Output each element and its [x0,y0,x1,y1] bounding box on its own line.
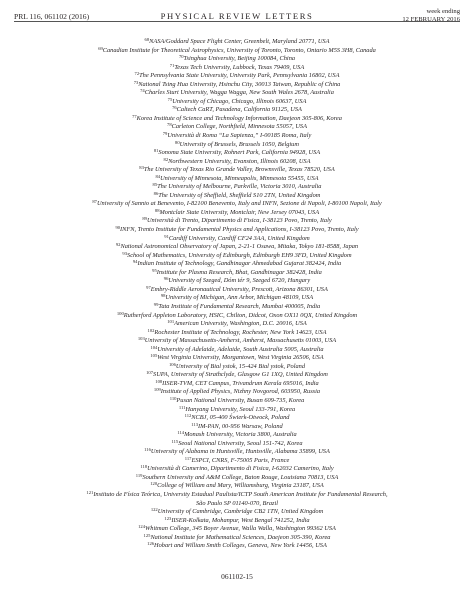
affiliation-number: 125 [143,532,151,538]
affiliation-number: 85 [152,182,158,188]
affiliation-text: Indian Institute of Technology, Gandhinagar Ahmedabad Gujarat 382424, India [137,260,342,268]
affiliation-text: University of Adelaide, Adelaide, South Australia 5005, Australia [157,345,324,353]
affiliation-line [10,406,464,415]
affiliation-text: Carleton College, Northfield, Minnesota 55057, USA [171,123,307,131]
affiliation-line [10,542,464,551]
header-rule [14,21,460,22]
affiliation-text: University of Minnesota, Minneapolis, Minnesota 55455, USA [160,174,319,182]
affiliation-text: Rutherford Appleton Laboratory, HSIC, Chilton, Didcot, Oxon OX11 0QX, United Kingdom [123,311,358,319]
affiliation-text: Instituto de Física Teórica, University Estadual Paulista/ICTP South American Institute for Fundamental Research, [93,490,388,498]
affiliation-text: Northwestern University, Evanston, Illinois 60208, USA [168,157,311,165]
affiliation-number: 72 [134,71,140,76]
affiliation-number: 73 [133,79,139,85]
affiliation-text: Cardiff University, Cardiff CF24 3AA, United Kingdom [168,234,310,242]
affiliation-text: Tata Institute of Fundamental Research, Mumbai 400005, India [158,302,321,310]
affiliation-text: University of Chicago, Chicago, Illinois 60637, USA [172,97,307,105]
affiliation-text: Università di Camerino, Dipartimento di Fisica, I-62032 Camerino, Italy [147,465,334,473]
affiliation-line [10,517,464,526]
affiliation-text: Caltech CaRT, Pasadena, California 91125, USA [176,106,302,114]
affiliation-number: 109 [153,387,161,393]
affiliation-text: Korea Institute of Science and Technology Information, Daejeon 305-806, Korea [136,114,342,122]
affiliation-line [10,491,464,500]
affiliation-text: Hobart and William Smith Colleges, Geneva, New York 14456, USA [154,542,327,550]
affiliation-line [10,47,464,56]
affiliation-text: University of Bial ystok, 15-424 Bial ystok, Poland [175,362,306,370]
affiliation-number: 79 [162,130,168,136]
affiliation-text: IISER-Kolkata, Mohanpur, West Bengal 741252, India [171,516,310,524]
affiliation-number: 87 [92,199,97,205]
affiliation-number: 101 [167,318,175,324]
affiliation-text: University of Alabama in Huntsville, Huntsville, Alabama 35899, USA [150,448,330,456]
affiliation-text: National Institute for Mathematical Sciences, Daejeon 305-390, Korea [150,533,331,541]
affiliation-line [10,440,464,449]
affiliation-line [10,226,464,235]
week-ending-date: 12 FEBRUARY 2016 [402,15,460,23]
affiliation-text: University of Cambridge, Cambridge CB2 1TN, United Kingdom [157,508,324,516]
affiliation-number: 116 [144,447,151,453]
affiliation-text: Institute of Applied Physics, Nizhny Novgorod, 603950, Russia [160,388,321,396]
affiliation-number: 120 [150,481,158,487]
affiliation-line [10,525,464,534]
affiliation-text: School of Mathematics, University of Edinburgh, Edinburgh EH9 3FD, United Kingdom [127,251,352,259]
affiliation-line [10,106,464,115]
affiliation-number: 90 [115,224,121,230]
affiliation-text: The University of Sheffield, Sheffield S10 2TN, United Kingdom [158,191,321,199]
affiliation-text: Università di Trento, Dipartimento di Fisica, I-38123 Povo, Trento, Italy [146,217,332,225]
affiliation-number: 100 [116,310,124,316]
affiliation-number: 105 [150,353,158,359]
affiliation-line [10,64,464,73]
affiliation-line [10,166,464,175]
affiliation-line [10,260,464,269]
affiliation-line [10,175,464,184]
affiliation-number: 84 [155,173,161,179]
affiliation-list [10,38,464,551]
affiliation-line [10,72,464,81]
affiliation-number: 94 [132,259,138,265]
affiliation-number: 104 [150,344,158,350]
affiliation-number: 86 [153,190,159,196]
affiliation-number: 89 [142,216,147,222]
affiliation-number: 122 [150,506,158,512]
affiliation-text: NCBJ, 05-400 Świerk-Otwock, Poland [191,414,290,422]
affiliation-number: 74 [140,88,145,94]
affiliation-text: Pusan National University, Busan 609-735, Korea [176,396,305,404]
affiliation-text: The University of Texas Rio Grande Valley, Brownsville, Texas 78520, USA [143,166,335,174]
journal-reference: PRL 116, 061102 (2016) [14,12,90,21]
affiliation-number: 118 [140,464,148,470]
affiliation-text: ESPCI, CNRS, F-75005 Paris, France [191,456,290,464]
affiliation-line [10,431,464,440]
affiliation-line [10,482,464,491]
affiliation-text: University of Szeged, Dóm tér 9, Szeged 6720, Hungary [168,277,311,285]
affiliation-number: 68 [144,36,150,42]
affiliation-line [10,158,464,167]
affiliation-text: São Paulo SP 01140-070, Brazil [195,499,279,507]
affiliation-text: West Virginia University, Morgantown, West Virginia 26506, USA [157,354,324,362]
affiliation-line [10,55,464,64]
affiliation-line [10,320,464,329]
affiliation-line [10,243,464,252]
week-ending-label: week ending [426,8,460,15]
affiliation-line [10,217,464,226]
affiliation-line [10,294,464,303]
affiliation-text: University of Michigan, Ann Arbor, Michigan 48109, USA [165,294,314,302]
journal-title: PHYSICAL REVIEW LETTERS [160,11,314,21]
affiliation-line [10,252,464,261]
affiliation-number: 71 [169,62,175,68]
affiliation-line [10,277,464,286]
affiliation-line [10,81,464,90]
affiliation-number: 98 [160,293,166,299]
affiliation-number: 81 [153,147,159,153]
affiliation-text: American University, Washington, D.C. 20016, USA [174,320,307,328]
affiliation-number: 110 [169,395,177,401]
affiliation-text: College of William and Mary, Williamsburg, Virginia 23187, USA [157,482,324,490]
affiliation-number: 103 [137,335,145,341]
affiliation-number: 77 [132,113,137,119]
affiliation-line [10,200,464,209]
affiliation-text: Texas Tech University, Lubbock, Texas 79409, USA [174,63,305,71]
affiliation-text: Southern University and A&M College, Baton Rouge, Louisiana 70813, USA [142,473,339,481]
affiliation-number: 106 [168,361,176,367]
affiliation-line [10,354,464,363]
affiliation-number: 102 [147,327,155,333]
page-number: 061102-15 [221,572,253,581]
affiliation-number: 112 [184,412,192,418]
page-header [14,8,460,30]
affiliation-line [10,141,464,150]
affiliation-text: Tsinghua University, Beijing 100084, China [183,55,296,63]
affiliation-text: Montclair State University, Montclair, New Jersey 07043, USA [159,208,320,216]
affiliation-text: The Pennsylvania State University, University Park, Pennsylvania 16802, USA [139,72,340,80]
affiliation-line [10,303,464,312]
affiliation-text: Hanyang University, Seoul 133-791, Korea [185,405,296,413]
affiliation-number: 123 [164,515,172,521]
affiliation-number: 111 [178,404,186,410]
affiliation-number: 69 [98,45,103,51]
affiliation-text: INFN, Trento Institute for Fundamental Physics and Applications, I-38123 Povo, Trento, Italy [120,226,359,234]
affiliation-number: 124 [138,523,145,529]
affiliation-line [10,500,464,509]
affiliation-line [10,149,464,158]
affiliation-text: National Astronomical Observatory of Japan, 2-21-1 Osawa, Mitaka, Tokyo 181-8588, Japan [120,243,359,251]
affiliation-line [10,346,464,355]
affiliation-text: Institute for Plasma Research, Bhat, Gandhinagar 382428, India [156,268,322,276]
affiliation-number: 108 [155,378,163,384]
affiliation-number: 78 [167,122,172,128]
affiliation-text: Canadian Institute for Theoretical Astrophysics, University of Toronto, Toronto, Ontario M5S 3H8, Canada [102,46,376,54]
affiliation-line [10,183,464,192]
affiliation-line [10,235,464,244]
affiliation-line [10,89,464,98]
affiliation-line [10,38,464,47]
affiliation-text: Charles Sturt University, Wagga Wagga, New South Wales 2678, Australia [144,89,334,97]
affiliation-line [10,123,464,132]
affiliation-text: Sonoma State University, Rohnert Park, California 94928, USA [158,149,321,157]
affiliation-number: 121 [86,489,94,495]
affiliation-line [10,337,464,346]
affiliation-number: 107 [146,370,154,376]
affiliation-text: IM-PAN, 00-956 Warsaw, Poland [198,422,283,430]
affiliation-line [10,448,464,457]
affiliation-number: 80 [175,139,180,145]
affiliation-number: 115 [171,438,179,444]
affiliation-line [10,423,464,432]
affiliation-number: 117 [184,455,192,461]
affiliation-number: 83 [139,165,144,171]
affiliation-number: 119 [135,472,143,478]
affiliation-number: 70 [178,53,184,59]
affiliation-text: University of Brussels, Brussels 1050, Belgium [179,140,299,148]
affiliation-line [10,388,464,397]
affiliation-number: 75 [167,96,173,102]
affiliation-number: 92 [115,241,121,247]
affiliation-number: 76 [172,105,177,111]
affiliation-line [10,312,464,321]
affiliation-number: 96 [163,276,169,282]
affiliation-number: 97 [146,284,151,290]
affiliation-text: University of Sannio at Benevento, I-82100 Benevento, Italy and INFN, Sezione di Napoli, I-80100 Napoli, Italy [96,200,382,208]
affiliation-text: SUPA, University of Strathclyde, Glasgow G1 1XQ, United Kingdom [153,371,328,379]
affiliation-text: Whitman College, 345 Boyer Avenue, Walla Walla, Washington 99362 USA [145,525,336,533]
affiliation-line [10,132,464,141]
affiliation-number: 91 [164,233,169,239]
affiliation-text: Seoul National University, Seoul 151-742, Korea [178,439,303,447]
affiliation-text: IISER-TVM, CET Campus, Trivandrum Kerala 695016, India [162,379,319,387]
affiliation-number: 99 [153,301,159,307]
affiliation-number: 88 [154,207,160,213]
affiliation-number: 113 [191,421,199,427]
affiliation-text: Rochester Institute of Technology, Rochester, New York 14623, USA [154,328,327,336]
affiliation-line [10,414,464,423]
affiliation-text: The University of Melbourne, Parkville, Victoria 3010, Australia [157,183,322,191]
affiliation-number: 95 [152,267,157,273]
affiliation-text: Università di Roma “La Sapienza,” I-00185 Roma, Italy [167,132,312,140]
affiliation-text: National Tsing Hua University, Hsinchu City, 30013 Taiwan, Republic of China [138,80,341,88]
affiliation-number: 126 [147,541,155,547]
affiliation-number: 93 [122,250,128,256]
affiliation-line [10,534,464,543]
affiliation-number: 82 [163,156,169,162]
affiliation-line [10,508,464,517]
affiliation-line [10,371,464,380]
affiliation-text: NASA/Goddard Space Flight Center, Greenbelt, Maryland 20771, USA [149,38,330,45]
affiliation-line [10,465,464,474]
affiliation-text: University of Massachusetts-Amherst, Amherst, Massachusetts 01003, USA [144,337,337,345]
affiliation-line [10,329,464,338]
affiliation-text: Monash University, Victoria 3800, Australia [184,431,297,439]
affiliation-number: 114 [177,429,185,435]
affiliation-text: Embry-Riddle Aeronautical University, Prescott, Arizona 86301, USA [150,285,328,293]
affiliation-line [10,397,464,406]
